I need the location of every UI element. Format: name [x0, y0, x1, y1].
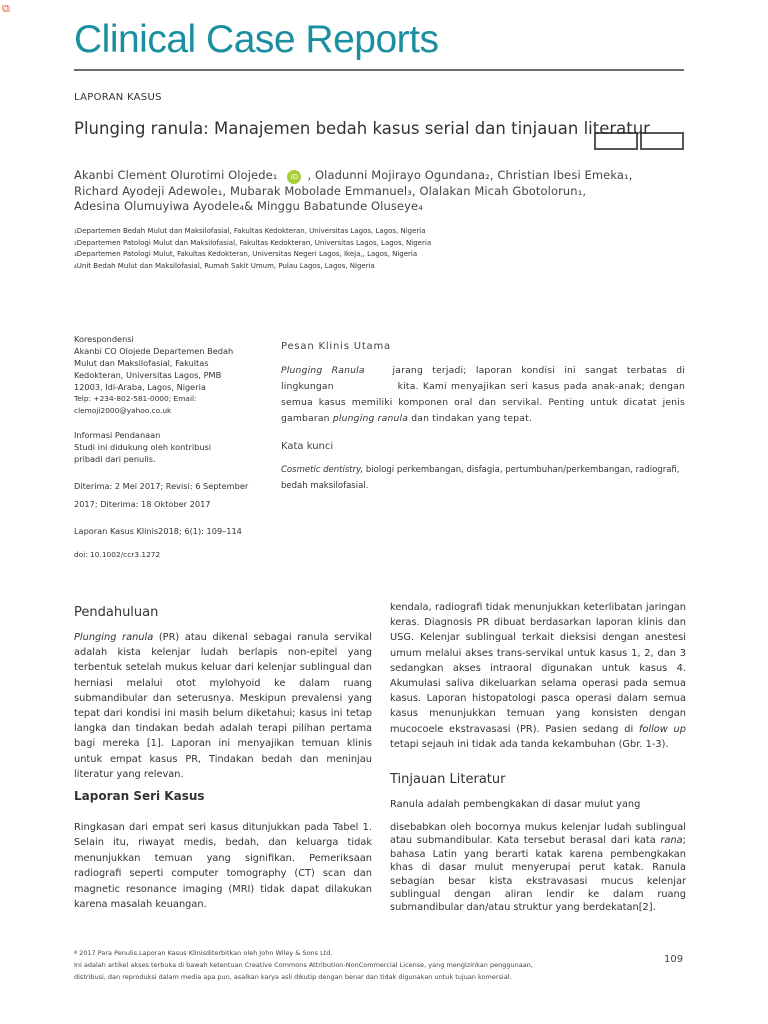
literature-lead: Ranula adalah pembengkakan di dasar mulut yang — [390, 799, 641, 810]
case-series-paragraph: Ringkasan dari empat seri kasus ditunjukkan pada Tabel 1. Selain itu, riwayat medis, bedah, dan keluarga tidak menunjukkan temuan yang signifikan. Pemeriksaan radiografi seperti computer tomography (CT) scan dan magnetic resonance imaging (MRI) tidak dapat dilakukan karena masalah keuangan. — [74, 822, 372, 911]
author-text: Akanbi Clement Olurotimi Olojede₁ — [74, 168, 278, 182]
funding-line: Studi ini didukung oleh kontribusi — [74, 442, 212, 452]
author-text: Richard Ayodeji Adewole₁, Mubarak Mobolade Emmanuel₃, Olalakan Micah Gbotolorun₁, — [74, 184, 587, 198]
key-term: Plunging Ranula — [281, 365, 365, 376]
key-term: plunging ranula — [332, 413, 409, 424]
header-rule — [74, 69, 684, 71]
orcid-icon[interactable]: iD — [287, 170, 301, 184]
spacer — [74, 513, 274, 525]
key-message-title: Pesan Klinis Utama — [281, 341, 391, 352]
journal-title: Clinical Case Reports — [74, 18, 439, 61]
section-heading-intro: Pendahuluan — [74, 605, 159, 620]
case-text: tetapi sejauh ini tidak ada tanda kekambuhan (Gbr. 1-3). — [390, 738, 669, 750]
license-line: distribusi, dan reproduksi dalam media apa pun, asalkan karya asli dikutip dengan benar dan tidak digunakan untuk tujuan komersial. — [74, 973, 512, 981]
affiliation-item: ₃Departemen Patologi Mulut, Fakultas Kedokteran, Universitas Negeri Lagos, Ikeja,, Lagos, Nigeria — [74, 250, 418, 258]
spacer — [74, 465, 274, 477]
author-text: Adesina Olumuyiwa Ayodele₄& Minggu Babatunde Oluseye₄ — [74, 199, 423, 213]
footer-license — [74, 947, 674, 983]
literature-paragraph — [390, 821, 686, 915]
email-link[interactable]: clemoji2000@yahoo.co.uk — [74, 406, 172, 415]
dates-line: Diterima: 2 Mei 2017; Revisi: 6 September — [74, 481, 249, 491]
followup-term: follow up — [638, 723, 686, 735]
keyword-list: biologi perkembangan, disfagia, pertumbuhan/perkembangan, radiografi, bedah maksilofasial. — [281, 465, 680, 491]
author-text: , Oladunni Mojirayo Ogundana₂, Christian Ibesi Emeka₁, — [307, 168, 633, 182]
external-link-icon[interactable]: ⧉ — [2, 2, 10, 15]
literature-text: disebabkan oleh bocornya mukus kelenjar ludah sublingual atau submandibular. Kata tersebut berasal dari kata — [390, 822, 686, 847]
affiliation-item: ₄Unit Bedah Mulut dan Maksilofasial, Rumah Sakit Umum, Pulau Lagos, Lagos, Nigeria — [74, 261, 375, 270]
key-message-body — [281, 363, 685, 427]
key-text: jarang terjadi; laporan kondisi ini sangat terbatas di — [392, 365, 685, 376]
keywords-title: Kata kunci — [281, 441, 334, 452]
intro-term: Plunging ranula — [74, 632, 154, 643]
section-heading-literature: Tinjauan Literatur — [390, 772, 506, 787]
rana-term: rana — [660, 835, 683, 847]
correspondence-line: Telp: +234-802-581-0000; Email: — [74, 394, 197, 403]
paper-title: Plunging ranula: Manajemen bedah kasus serial dan tinjauan literatur — [74, 119, 650, 138]
dates-line: 2017; Diterima: 18 Oktober 2017 — [74, 499, 211, 509]
correspondence-line: Akanbi CO Olojede Departemen Bedah — [74, 346, 234, 356]
citation-line: Laporan Kasus Klinis2018; 6(1): 109–114 — [74, 526, 242, 536]
affiliations — [74, 226, 431, 272]
intro-paragraph — [74, 630, 372, 782]
intro-text: (PR) atau dikenal sebagai ranula servikal adalah kista kelenjar ludah berlapis non-epitel yang terbentuk setelah mukus keluar dari kelenjar sublingual dan herniasi melalui otot mylohyoid ke dalam ruang submandibular dan seterusnya. Meskipun prevalensi yang tepat dari kondisi ini masih belum diketahui; kasus ini tetap langka dan tindakan bedah adalah terapi pilihan pertama bagi mereka [1]. Laporan ini menyajikan temuan klinis untuk empat kasus PR, Tindakan bedah dan meninjau literatur yang relevan. — [74, 632, 372, 780]
case-continued-paragraph — [390, 600, 686, 752]
case-text: kendala, radiografi tidak menunjukkan keterlibatan jaringan keras. Diagnosis PR dibuat berdasarkan laporan klinis dan USG. Kelenjar sublingual terkait dieksisi dengan anestesi umum melalui akses trans-servikal untuk kasus 1, 2, dan 3 sedangkan akses intraoral digunakan untuk kasus 4. Akumulasi saliva dikeluarkan selama operasi pada semua kasus. Laporan histopatologi pasca operasi dalam semua kasus menunjukkan temuan yang konsisten dengan mucocoele ekstravasasi (PR). Pasien sedang di — [390, 602, 686, 735]
correspondence-line: 12003, Idi-Araba, Lagos, Nigeria — [74, 382, 206, 392]
key-text: kita. Kami menyajikan seri kasus pada anak-anak; dengan semua kasus memiliki komponen oral dan servikal. Penting untuk dicatat jenis gambaran — [281, 381, 685, 424]
key-text: lingkungan — [281, 381, 334, 392]
doi-link[interactable]: doi: 10.1002/ccr3.1272 — [74, 550, 161, 559]
key-text: dan tindakan yang tepat. — [411, 413, 533, 424]
affiliation-item: ₂Departemen Patologi Mulut dan Maksilofasial, Fakultas Kedokteran, Universitas Lagos, Lagos, Nigeria — [74, 238, 432, 247]
keyword-item: Cosmetic dentistry, — [281, 465, 364, 475]
correspondence-title: Korespondensi — [74, 334, 134, 344]
spacer — [74, 417, 274, 429]
funding-line: pribadi dari penulis. — [74, 454, 156, 464]
affiliation-item: ₁Departemen Bedah Mulut dan Maksilofasial, Fakultas Kedokteran, Universitas Lagos, Lagos, Nigeria — [74, 227, 426, 235]
funding-title: Informasi Pendanaan — [74, 430, 161, 440]
keywords-body — [281, 462, 685, 494]
article-category: LAPORAN KASUS — [74, 92, 162, 103]
literature-text: ; bahasa Latin yang berarti katak karena pembengkakan khas di dasar mulut menyerupai perut katak. Ranula sebagian besar kista ekstravasasi mucus kelenjar sublingual dengan aliran lendir ke dalam ruang submandibular dan/atau struktur yang berdekatan[2]. — [390, 835, 686, 914]
section-heading-case-series: Laporan Seri Kasus — [74, 789, 205, 803]
author-list — [74, 168, 714, 214]
spacer — [74, 537, 274, 549]
copyright-line: ª 2017 Para Penulis.Laporan Kasus Klinisditerbitkan oleh John Wiley & Sons Ltd. — [74, 949, 333, 957]
article-sidebar — [74, 333, 274, 561]
license-line: Ini adalah artikel akses terbuka di bawah ketentuan Creative Commons Attribution-NonCommercial License, yang mengizinkan penggunaan, — [74, 961, 533, 969]
page-number: 109 — [664, 954, 684, 965]
correspondence-line: Kedokteran, Universitas Lagos, PMB — [74, 370, 222, 380]
correspondence-line: Mulut dan Maksilofasial, Fakultas — [74, 358, 209, 368]
